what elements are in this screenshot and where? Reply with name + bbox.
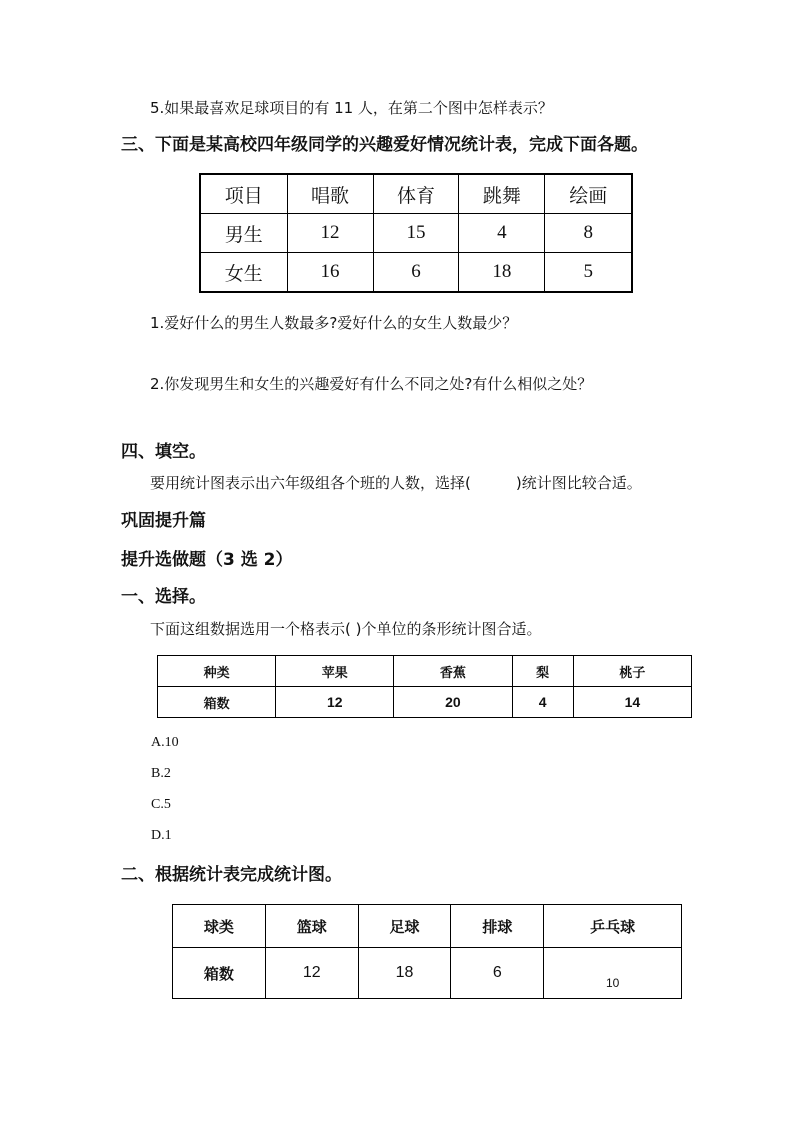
fruit-table: [157, 655, 692, 718]
question-5: 5.如果最喜欢足球项目的有 11 人，在第二个图中怎样表示？: [150, 99, 553, 117]
section-2-title: 二、根据统计表完成统计图。: [121, 865, 342, 885]
table-cell: 18: [459, 253, 545, 293]
ball-table: [172, 904, 682, 999]
table-header-row: [158, 656, 692, 687]
section-3-question-1: 1.爱好什么的男生人数最多?爱好什么的女生人数最少？: [150, 314, 518, 332]
table-header-cell: 跳舞: [459, 174, 545, 214]
table-header-cell: 唱歌: [287, 174, 373, 214]
table-header-cell: 香蕉: [394, 656, 512, 687]
section-1-title: 一、选择。: [121, 587, 206, 607]
interest-table: [199, 173, 633, 293]
part-subtitle: 提升选做题（3 选 2）: [121, 550, 293, 570]
table-cell: 8: [545, 214, 632, 253]
table-cell: 12: [287, 214, 373, 253]
table-row: [200, 253, 632, 293]
table-cell: 箱数: [173, 948, 266, 999]
table-cell: 5: [545, 253, 632, 293]
table-cell: 6: [373, 253, 459, 293]
table-header-cell: 绘画: [545, 174, 632, 214]
section-3-title: 三、下面是某高校四年级同学的兴趣爱好情况统计表，完成下面各题。: [121, 135, 648, 155]
table-header-cell: 桃子: [573, 656, 691, 687]
section-4-text: 要用统计图表示出六年级组各个班的人数，选择( )统计图比较合适。: [150, 474, 642, 492]
table-cell: 14: [573, 687, 691, 718]
table-header-row: [173, 905, 682, 948]
table-row: [200, 214, 632, 253]
table-header-cell: 篮球: [265, 905, 358, 948]
table-cell: 6: [451, 948, 544, 999]
table-header-cell: 排球: [451, 905, 544, 948]
table-cell: 10: [544, 948, 682, 999]
table-row: [158, 687, 692, 718]
section-3-question-2: 2.你发现男生和女生的兴趣爱好有什么不同之处?有什么相似之处？: [150, 375, 593, 393]
table-cell: 女生: [200, 253, 287, 293]
table-row: [173, 948, 682, 999]
option-b: B.2: [151, 766, 171, 781]
table-header-cell: 梨: [512, 656, 573, 687]
table-header-cell: 项目: [200, 174, 287, 214]
option-c: C.5: [151, 797, 171, 812]
section-1-text: 下面这组数据选用一个格表示( )个单位的条形统计图合适。: [150, 620, 542, 638]
table-header-cell: 乒乓球: [544, 905, 682, 948]
table-cell: 12: [265, 948, 358, 999]
table-header-cell: 体育: [373, 174, 459, 214]
section-4-title: 四、填空。: [121, 442, 206, 462]
table-cell: 16: [287, 253, 373, 293]
table-cell: 男生: [200, 214, 287, 253]
table-header-cell: 球类: [173, 905, 266, 948]
table-cell: 18: [358, 948, 451, 999]
option-d: D.1: [151, 828, 172, 843]
table-header-cell: 足球: [358, 905, 451, 948]
table-header-cell: 种类: [158, 656, 276, 687]
table-cell: 20: [394, 687, 512, 718]
table-cell: 箱数: [158, 687, 276, 718]
part-title: 巩固提升篇: [121, 511, 206, 531]
table-cell: 12: [276, 687, 394, 718]
table-cell: 15: [373, 214, 459, 253]
table-cell: 4: [459, 214, 545, 253]
option-a: A.10: [151, 735, 179, 750]
table-cell: 4: [512, 687, 573, 718]
table-header-cell: 苹果: [276, 656, 394, 687]
table-header-row: [200, 174, 632, 214]
